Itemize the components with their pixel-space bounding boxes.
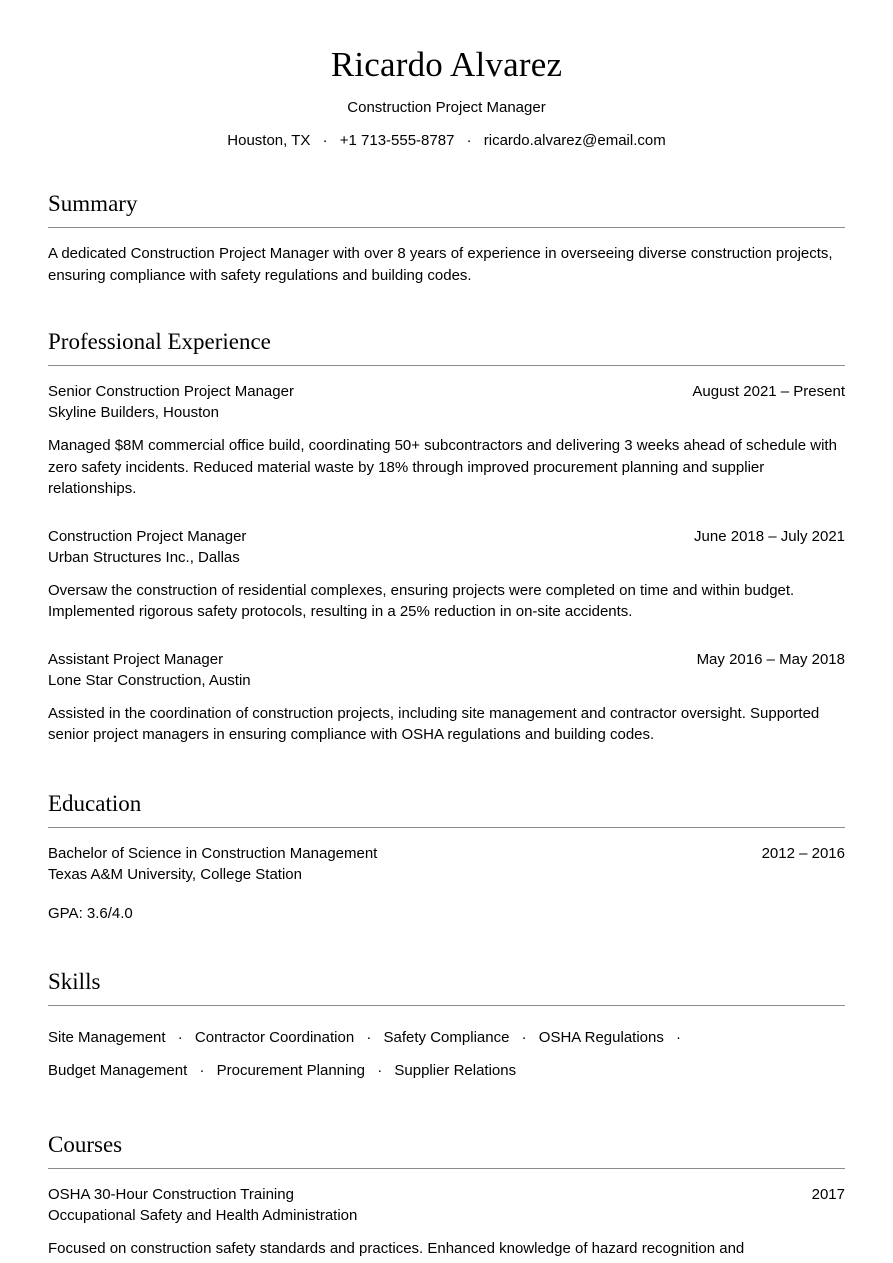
skill-item: Site Management bbox=[48, 1028, 166, 1046]
contact-location: Houston, TX bbox=[227, 132, 311, 149]
entry-title: Bachelor of Science in Construction Management bbox=[48, 844, 378, 862]
course-entry bbox=[48, 1184, 845, 1260]
entry-date: June 2018 – July 2021 bbox=[694, 527, 845, 545]
entry-title: Assistant Project Manager bbox=[48, 650, 224, 668]
experience-body bbox=[48, 366, 845, 746]
entry-description: Oversaw the construction of residential complexes, ensuring projects were completed on time and within budget. Implemented rigorous safety protocols, resulting in a 25% reduction in on-site accidents. bbox=[48, 581, 795, 620]
education-entry bbox=[48, 843, 845, 924]
section-heading-courses: Courses bbox=[48, 1131, 123, 1157]
section-heading-experience: Professional Experience bbox=[48, 329, 271, 354]
entry-date: May 2016 – May 2018 bbox=[696, 650, 845, 668]
skill-separator: · bbox=[366, 1028, 372, 1046]
contact-phone: +1 713-555-8787 bbox=[339, 132, 455, 149]
resume-header bbox=[48, 0, 845, 152]
section-summary bbox=[48, 190, 845, 286]
section-heading-summary: Summary bbox=[48, 191, 138, 216]
section-skills bbox=[48, 968, 845, 1087]
entry-title: Senior Construction Project Manager bbox=[48, 383, 294, 400]
entry-organization: Occupational Safety and Health Administration bbox=[48, 1206, 358, 1224]
experience-entry bbox=[48, 381, 845, 500]
entry-header-row bbox=[48, 1184, 845, 1205]
courses-body bbox=[48, 1169, 845, 1260]
entry-header-row bbox=[48, 649, 845, 670]
contact-email: ricardo.alvarez@email.com bbox=[483, 132, 666, 149]
entry-organization: Skyline Builders, Houston bbox=[48, 404, 219, 421]
entry-date: August 2021 – Present bbox=[692, 383, 845, 400]
skills-list bbox=[48, 1021, 748, 1087]
contact-separator: · bbox=[466, 132, 472, 149]
section-experience bbox=[48, 328, 845, 746]
contact-line bbox=[48, 130, 845, 152]
entry-gpa: GPA: 3.6/4.0 bbox=[48, 904, 133, 922]
skill-separator: · bbox=[521, 1028, 527, 1046]
entry-header-row bbox=[48, 381, 845, 402]
section-courses bbox=[48, 1131, 845, 1260]
experience-entry bbox=[48, 649, 845, 746]
candidate-job-title: Construction Project Manager bbox=[347, 99, 546, 116]
skill-item: OSHA Regulations bbox=[538, 1028, 664, 1046]
skill-item: Budget Management bbox=[48, 1061, 188, 1079]
skill-item: Procurement Planning bbox=[216, 1061, 366, 1079]
entry-date: 2017 bbox=[811, 1185, 845, 1203]
contact-separator: · bbox=[322, 132, 328, 149]
skill-item: Safety Compliance bbox=[383, 1028, 510, 1046]
experience-entry bbox=[48, 526, 845, 623]
section-heading-education: Education bbox=[48, 790, 142, 816]
entry-description: Focused on construction safety standards and practices. Enhanced knowledge of hazard recognition and bbox=[48, 1239, 745, 1257]
entry-header-row bbox=[48, 526, 845, 547]
entry-date: 2012 – 2016 bbox=[761, 844, 845, 862]
section-education bbox=[48, 790, 845, 924]
entry-header-row bbox=[48, 843, 845, 864]
skills-body bbox=[48, 1006, 845, 1087]
skill-separator: · bbox=[177, 1028, 183, 1046]
section-heading-skills: Skills bbox=[48, 968, 101, 994]
summary-text: A dedicated Construction Project Manager with over 8 years of experience in overseeing diverse construction projects, ensuring compliance with safety regulations and building codes. bbox=[48, 245, 833, 284]
skill-item: Supplier Relations bbox=[394, 1061, 517, 1079]
skill-separator: · bbox=[199, 1061, 205, 1079]
summary-body bbox=[48, 228, 845, 286]
skill-separator: · bbox=[377, 1061, 383, 1079]
education-body bbox=[48, 828, 845, 924]
entry-title: OSHA 30-Hour Construction Training bbox=[48, 1185, 294, 1203]
entry-organization: Urban Structures Inc., Dallas bbox=[48, 548, 240, 566]
entry-organization: Texas A&M University, College Station bbox=[48, 865, 302, 883]
entry-title: Construction Project Manager bbox=[48, 527, 247, 545]
entry-description: Managed $8M commercial office build, coordinating 50+ subcontractors and delivering 3 weeks ahead of schedule with zero safety incidents. Reduced material waste by 18% through improved procurement planning and supplier relationships. bbox=[48, 437, 837, 497]
skill-separator: · bbox=[676, 1028, 682, 1046]
candidate-name: Ricardo Alvarez bbox=[330, 45, 563, 84]
entry-organization: Lone Star Construction, Austin bbox=[48, 671, 251, 689]
skill-item: Contractor Coordination bbox=[194, 1028, 355, 1046]
entry-description: Assisted in the coordination of construction projects, including site management and contractor oversight. Supported senior project managers in ensuring compliance with OSHA regulations and building codes. bbox=[48, 704, 820, 743]
